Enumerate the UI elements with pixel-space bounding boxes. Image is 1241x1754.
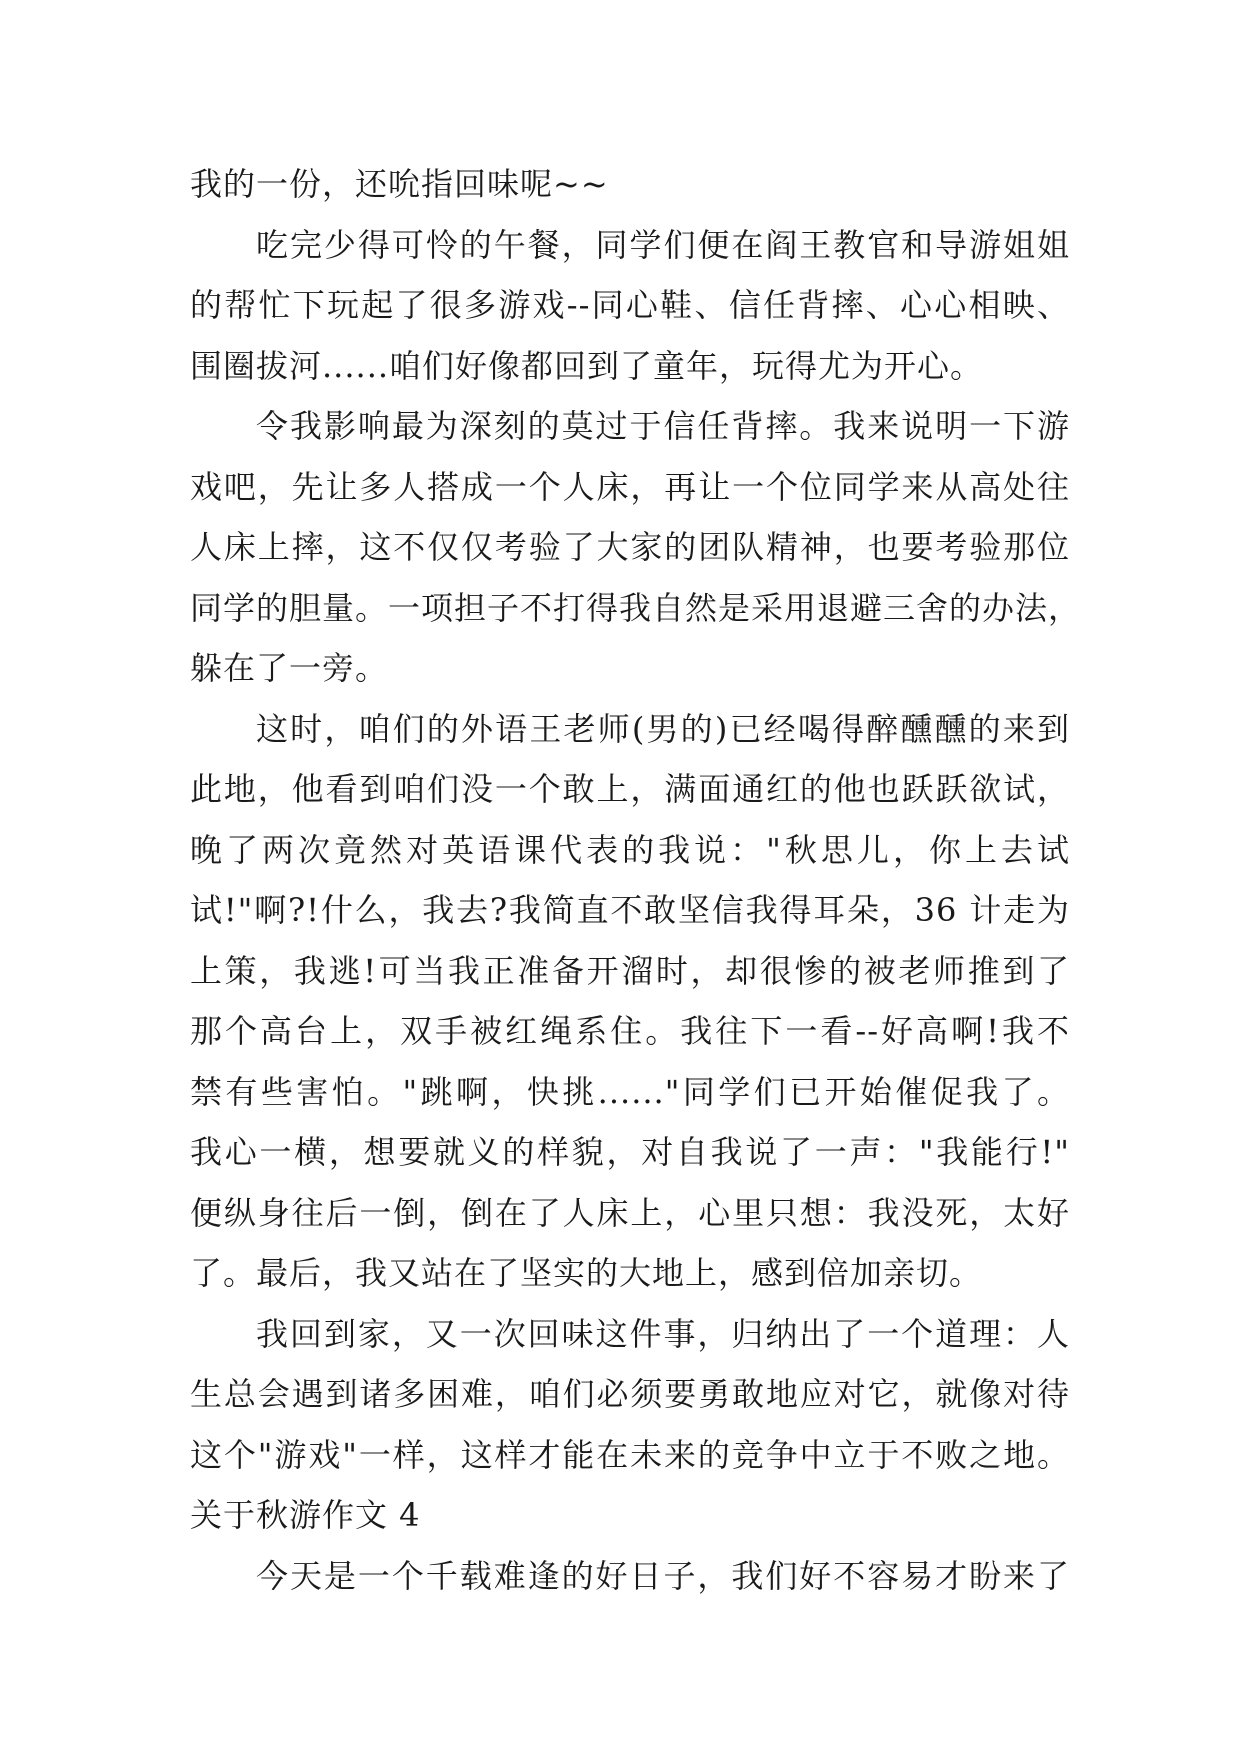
- document-text-body: [190, 154, 1082, 1606]
- text-line: 围圈拔河......咱们好像都回到了童年，玩得尤为开心。: [190, 346, 984, 385]
- text-line: 晚了两次竟然对英语课代表的我说："秋思儿，你上去试: [190, 830, 1070, 869]
- text-line: 禁有些害怕。"跳啊，快挑......"同学们已开始催促我了。: [190, 1072, 1070, 1111]
- text-line: 便纵身往后一倒，倒在了人床上，心里只想：我没死，太好: [190, 1193, 1070, 1232]
- text-line: 这时，咱们的外语王老师(男的)已经喝得醉醺醺的来到: [256, 709, 1070, 748]
- text-line: 我心一横，想要就义的样貌，对自我说了一声："我能行!": [190, 1133, 1070, 1171]
- text-line: 今天是一个千载难逢的好日子，我们好不容易才盼来了: [256, 1556, 1070, 1595]
- text-line: 了。最后，我又站在了坚实的大地上，感到倍加亲切。: [190, 1254, 983, 1292]
- text-line: 吃完少得可怜的午餐，同学们便在阎王教官和导游姐姐: [256, 225, 1070, 264]
- section-heading: 关于秋游作文 4: [190, 1496, 421, 1534]
- text-line: 戏吧，先让多人搭成一个人床，再让一个位同学来从高处往: [190, 467, 1070, 506]
- text-line: 此地，他看到咱们没一个敢上，满面通红的他也跃跃欲试，: [190, 770, 1070, 808]
- text-line: 生总会遇到诸多困难，咱们必须要勇敢地应对它，就像对待: [190, 1375, 1070, 1413]
- text-line: 试!"啊?!什么，我去?我简直不敢坚信我得耳朵，36 计走为: [190, 891, 1070, 929]
- text-line: 上策，我逃!可当我正准备开溜时，却很惨的被老师推到了: [190, 951, 1070, 990]
- text-line: 同学的胆量。一项担子不打得我自然是采用退避三舍的办法，: [190, 588, 1082, 627]
- text-line: 人床上摔，这不仅仅考验了大家的团队精神，也要考验那位: [190, 528, 1070, 566]
- text-line: 躲在了一旁。: [190, 649, 389, 687]
- text-line: 令我影响最为深刻的莫过于信任背摔。我来说明一下游: [256, 407, 1070, 445]
- text-line: 这个"游戏"一样，这样才能在未来的竞争中立于不败之地。: [190, 1435, 1070, 1474]
- text-line: 我回到家，又一次回味这件事，归纳出了一个道理：人: [256, 1314, 1070, 1353]
- text-line: 我的一份，还吮指回味呢~~: [190, 165, 609, 203]
- text-line: 的帮忙下玩起了很多游戏--同心鞋、信任背摔、心心相映、: [190, 286, 1070, 324]
- text-line: 那个高台上，双手被红绳系住。我往下一看--好高啊!我不: [190, 1012, 1070, 1050]
